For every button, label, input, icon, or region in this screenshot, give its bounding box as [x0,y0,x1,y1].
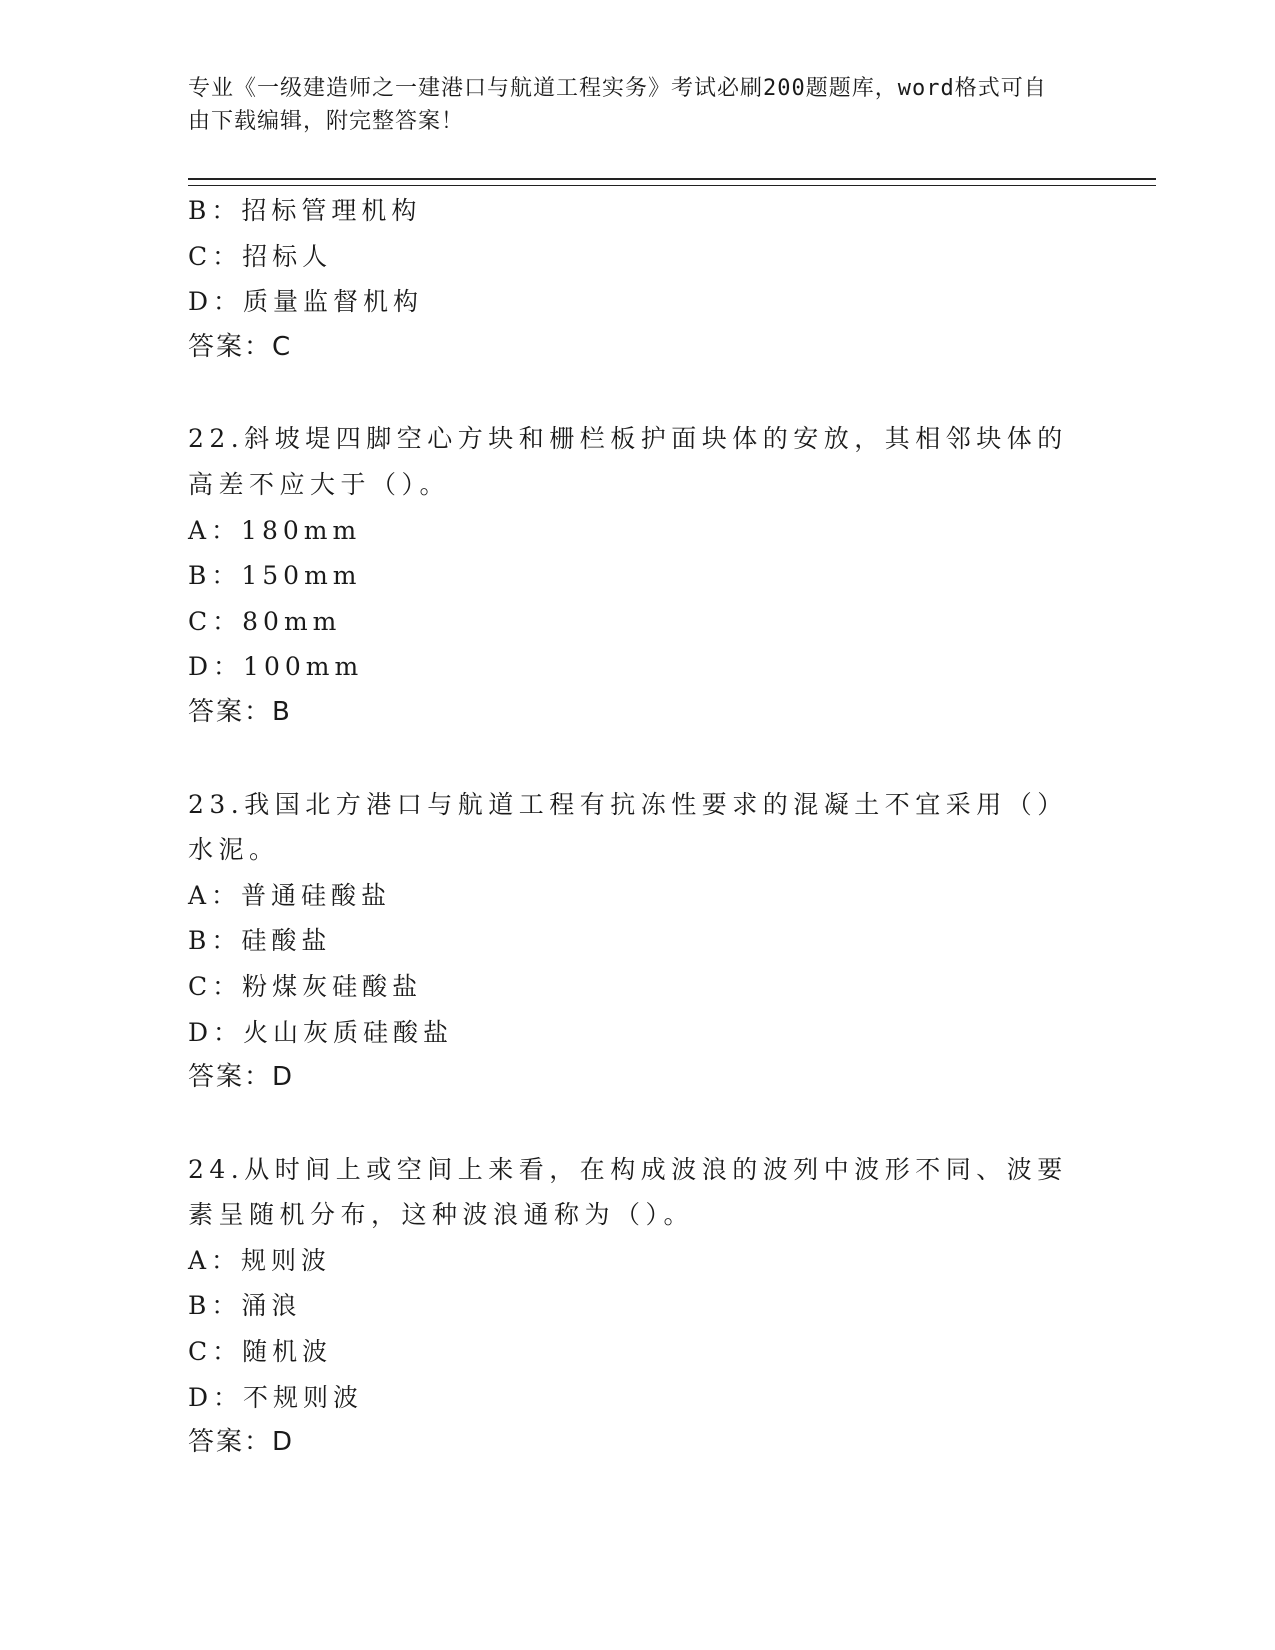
option-a: A：普通硅酸盐 [188,880,392,910]
option-b: B：涌浪 [188,1291,302,1321]
answer-line: 答案：D [188,1427,295,1458]
option-b: B：150mm [188,561,362,591]
question-23 [188,782,1088,1101]
header-divider [188,178,1156,186]
question-stem: 23.我国北方港口与航道工程有抗冻性要求的混凝土不宜采用（）水泥。 [188,789,1068,865]
option-c: C：粉煤灰硅酸盐 [188,971,423,1001]
option-d: D：不规则波 [188,1382,364,1412]
option-c: C：随机波 [188,1337,333,1367]
question-list [188,188,1088,1466]
answer-line: 答案：C [188,331,293,362]
answer-line: 答案：B [188,696,292,727]
question-stem: 24.从时间上或空间上来看，在构成波浪的波列中波形不同、波要素呈随机分布，这种波浪通称为（）。 [188,1154,1068,1230]
option-c: C：招标人 [188,241,333,271]
option-a: A：180mm [188,515,362,545]
option-d: D：质量监督机构 [188,287,424,317]
answer-line: 答案：D [188,1062,295,1093]
question-21-partial [188,188,1088,370]
header-title: 专业《一级建造师之一建港口与航道工程实务》考试必刷200题题库，word格式可自由下载编辑，附完整答案！ [188,76,1047,134]
option-b: B：硅酸盐 [188,926,332,956]
question-stem: 22.斜坡堤四脚空心方块和栅栏板护面块体的安放，其相邻块体的高差不应大于（）。 [188,424,1068,499]
question-24 [188,1147,1088,1466]
page-header [188,72,1068,138]
option-c: C：80mm [188,606,342,636]
question-22 [188,416,1088,735]
option-a: A：规则波 [188,1245,332,1275]
option-b: B：招标管理机构 [188,196,422,225]
option-d: D：100mm [188,652,364,682]
option-d: D：火山灰质硅酸盐 [188,1017,454,1047]
